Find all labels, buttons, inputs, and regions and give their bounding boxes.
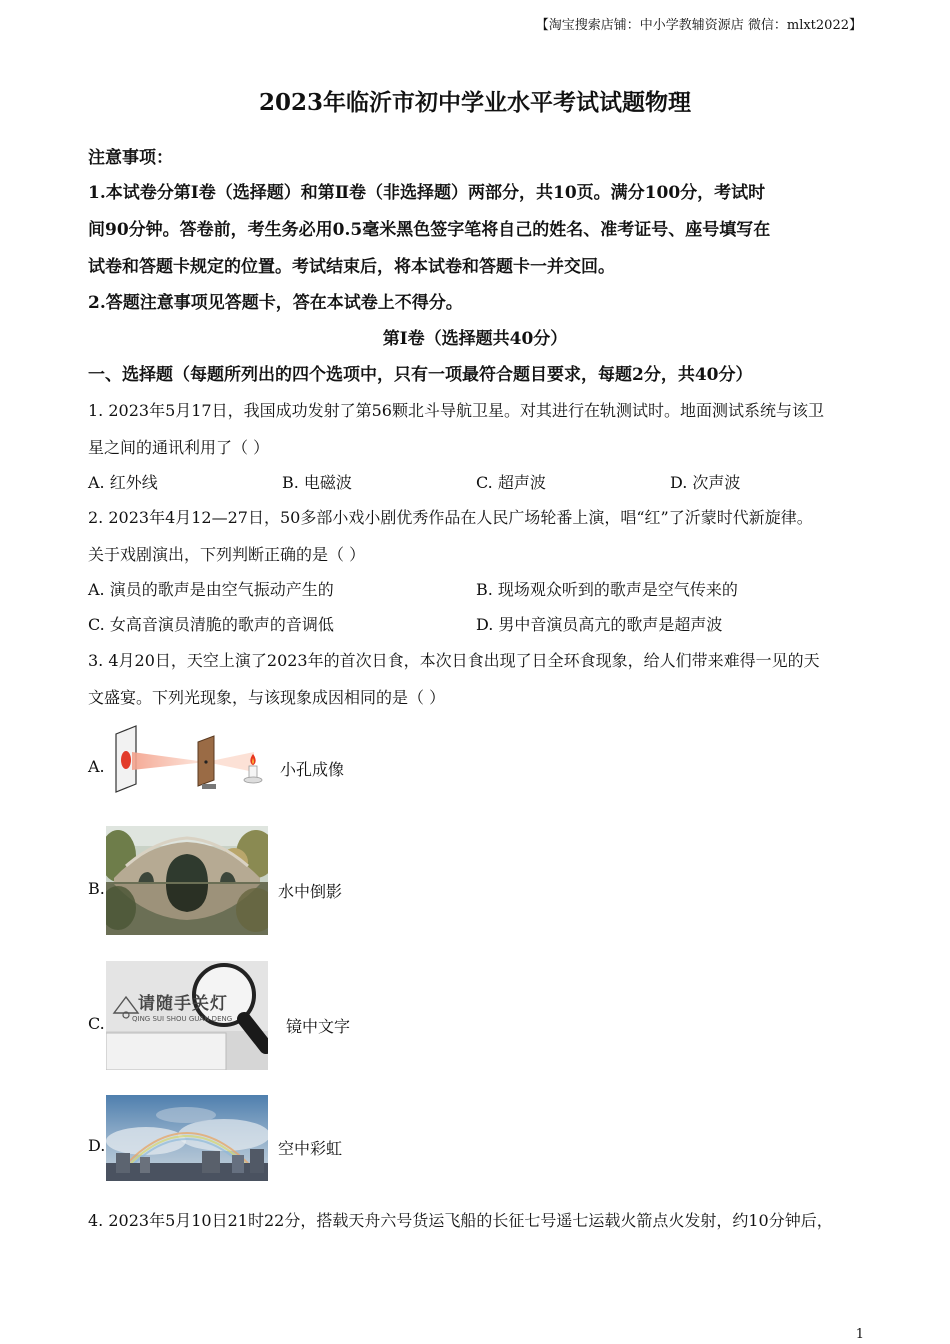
pinhole-imaging-figure (106, 722, 268, 794)
notice-line: 间90分钟。答卷前，考生务必用0.5毫米黑色签字笔将自己的姓名、准考证号、座号填写在 (88, 220, 771, 240)
question-2-text: 关于戏剧演出，下列判断正确的是（ ） (88, 545, 366, 564)
q3-option-d-letter: D. (88, 1136, 106, 1155)
q1-option-d: D. 次声波 (670, 473, 741, 492)
question-1-text: 1. 2023年5月17日，我国成功发射了第56颗北斗导航卫星。对其进行在轨测试时。地面测试系统与该卫 (88, 401, 824, 420)
sign-subtext: QING SUI SHOU GUAN DENG (132, 1015, 233, 1023)
q3-option-a-letter: A. (88, 757, 105, 776)
notice-heading: 注意事项： (88, 148, 173, 168)
q3-option-d-caption: 空中彩虹 (278, 1139, 343, 1158)
question-3-text: 文盛宴。下列光现象，与该现象成因相同的是（ ） (88, 688, 446, 707)
bridge-reflection-photo (106, 826, 268, 935)
notice-line: 试卷和答题卡规定的位置。考试结束后，将本试卷和答题卡一并交回。 (88, 257, 615, 277)
q3-option-c-letter: C. (88, 1014, 105, 1033)
q3-option-b-caption: 水中倒影 (278, 882, 343, 901)
q3-option-a-caption: 小孔成像 (280, 760, 345, 779)
header-note: 【淘宝搜索店铺：中小学教辅资源店 微信：mlxt2022】 (535, 18, 862, 33)
q3-option-c-caption: 镜中文字 (286, 1017, 351, 1036)
q2-option-d: D. 男中音演员高亢的歌声是超声波 (476, 615, 723, 634)
question-2-text: 2. 2023年4月12—27日，50多部小戏小剧优秀作品在人民广场轮番上演，唱“红”了沂蒙时代新旋律。 (88, 508, 813, 527)
question-3-text: 3. 4月20日，天空上演了2023年的首次日食，本次日食出现了日全环食现象，给人们带来难得一见的天 (88, 651, 820, 670)
q1-option-c: C. 超声波 (476, 473, 546, 492)
section-heading: 一、选择题（每题所列出的四个选项中，只有一项最符合题目要求，每题2分，共40分） (88, 365, 753, 385)
q2-option-c: C. 女高音演员清脆的歌声的音调低 (88, 615, 334, 634)
q2-option-b: B. 现场观众听到的歌声是空气传来的 (476, 580, 738, 599)
q1-option-b: B. 电磁波 (282, 473, 352, 492)
question-1-text: 星之间的通讯利用了（ ） (88, 438, 270, 457)
question-4-text: 4. 2023年5月10日21时22分，搭载天舟六号货运飞船的长征七号遥七运载火箭点火发射，约10分钟后， (88, 1211, 833, 1230)
notice-line: 2.答题注意事项见答题卡，答在本试卷上不得分。 (88, 293, 463, 313)
page-number: 1 (855, 1327, 864, 1342)
magnifier-sign-photo (106, 961, 268, 1070)
notice-line: 1.本试卷分第Ⅰ卷（选择题）和第Ⅱ卷（非选择题）两部分，共10页。满分100分，考试时 (88, 183, 766, 203)
page-title: 2023年临沂市初中学业水平考试试题物理 (258, 89, 691, 116)
q1-option-a: A. 红外线 (88, 473, 158, 492)
rainbow-photo (106, 1095, 268, 1181)
part-heading: 第Ⅰ卷（选择题共40分） (382, 329, 568, 349)
q3-option-b-letter: B. (88, 879, 105, 898)
sign-text: 请随手关灯 (138, 994, 228, 1014)
q2-option-a: A. 演员的歌声是由空气振动产生的 (88, 580, 334, 599)
